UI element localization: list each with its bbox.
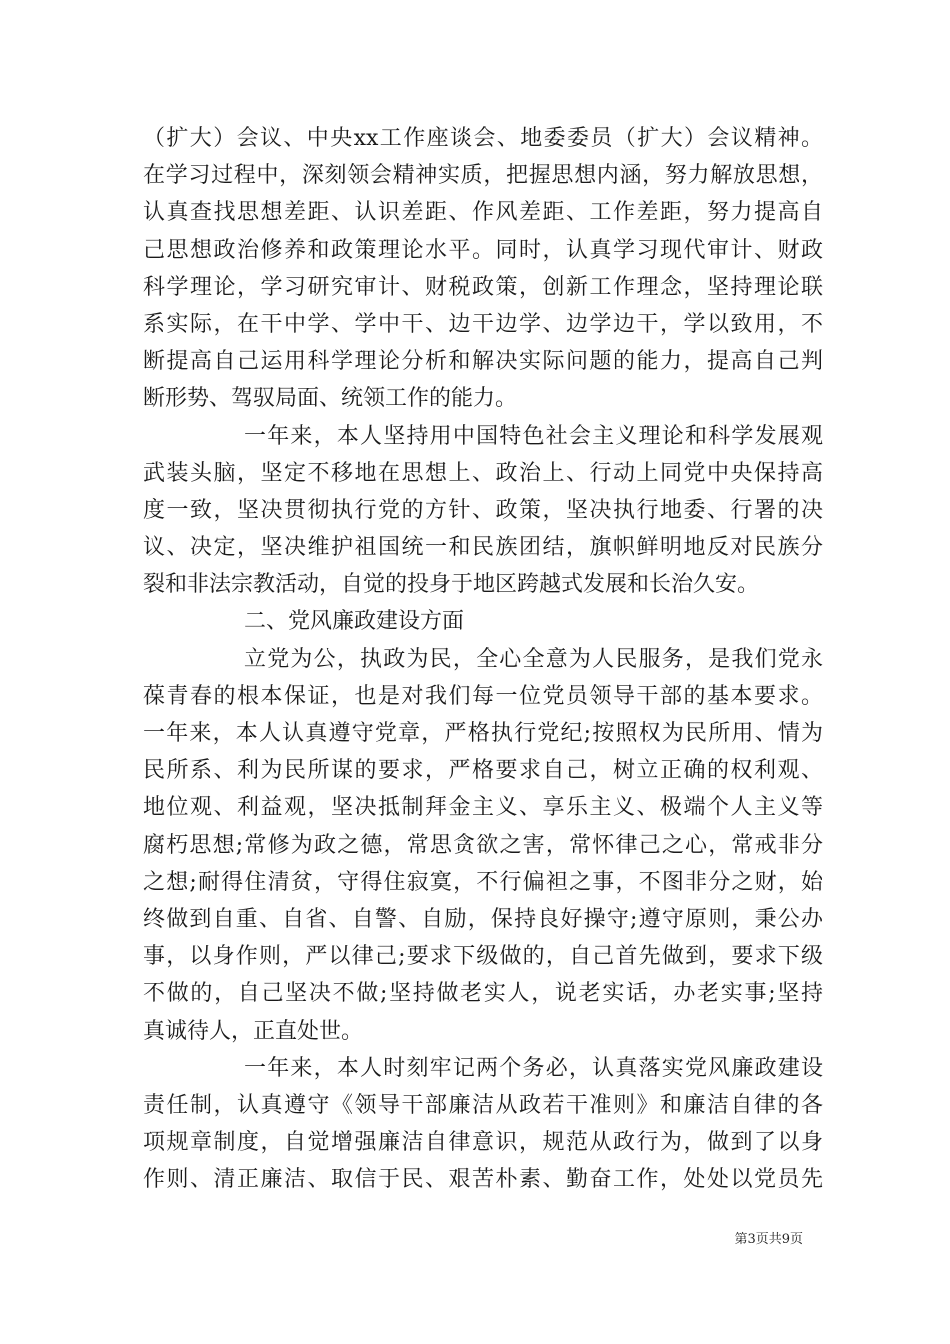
text-line: 终做到自重、自省、自警、自励，保持良好操守;遵守原则，秉公办 — [143, 906, 823, 932]
text-line: 民所系、利为民所谋的要求，严格要求自己，树立正确的权利观、 — [143, 758, 823, 784]
section-heading: 二、党风廉政建设方面 — [244, 609, 465, 635]
text-line: 科学理论，学习研究审计、财税政策，创新工作理念，坚持理论联 — [143, 274, 823, 300]
text-line: 一年来，本人坚持用中国特色社会主义理论和科学发展观 — [244, 423, 823, 449]
text-line: 地位观、利益观，坚决抵制拜金主义、享乐主义、极端个人主义等 — [143, 795, 823, 821]
text-line: 腐朽思想;常修为政之德，常思贪欲之害，常怀律己之心，常戒非分 — [143, 832, 823, 858]
text-line: 系实际，在干中学、学中干、边干边学、边学边干，学以致用，不 — [143, 311, 823, 337]
text-line: 断形势、驾驭局面、统领工作的能力。 — [143, 386, 518, 412]
text-line: 一年来，本人认真遵守党章，严格执行党纪;按照权为民所用、情为 — [143, 721, 823, 746]
text-line: （扩大）会议、中央xx工作座谈会、地委委员（扩大）会议精神。 — [143, 126, 823, 151]
text-line: 己思想政治修养和政策理论水平。同时，认真学习现代审计、财政 — [143, 237, 823, 263]
text-line: 真诚待人，正直处世。 — [143, 1018, 364, 1044]
text-line: 武装头脑，坚定不移地在思想上、政治上、行动上同党中央保持高 — [143, 460, 823, 486]
text-line: 责任制，认真遵守《领导干部廉洁从政若干准则》和廉洁自律的各 — [143, 1092, 823, 1118]
text-line: 裂和非法宗教活动，自觉的投身于地区跨越式发展和长治久安。 — [143, 572, 760, 598]
text-line: 在学习过程中，深刻领会精神实质，把握思想内涵，努力解放思想， — [143, 163, 823, 189]
text-line: 之想;耐得住清贫，守得住寂寞，不行偏袒之事，不图非分之财，始 — [143, 869, 823, 895]
text-line: 度一致，坚决贯彻执行党的方针、政策，坚决执行地委、行署的决 — [143, 497, 823, 523]
text-line: 断提高自己运用科学理论分析和解决实际问题的能力，提高自己判 — [143, 349, 823, 375]
text-line: 项规章制度，自觉增强廉洁自律意识，规范从政行为，做到了以身 — [143, 1130, 823, 1156]
text-line: 事，以身作则，严以律己;要求下级做的，自己首先做到，要求下级 — [143, 944, 823, 970]
text-line: 立党为公，执政为民，全心全意为人民服务，是我们党永 — [244, 646, 823, 672]
document-body — [143, 120, 823, 1198]
text-line: 作则、清正廉洁、取信于民、艰苦朴素、勤奋工作，处处以党员先 — [143, 1167, 823, 1193]
text-line: 认真查找思想差距、认识差距、作风差距、工作差距，努力提高自 — [143, 200, 823, 226]
page-number-footer: 第3页共9页 — [734, 1232, 803, 1247]
text-line: 不做的，自己坚决不做;坚持做老实人，说老实话，办老实事;坚持 — [143, 981, 823, 1007]
text-line: 葆青春的根本保证，也是对我们每一位党员领导干部的基本要求。 — [143, 683, 823, 709]
text-line: 议、决定，坚决维护祖国统一和民族团结，旗帜鲜明地反对民族分 — [143, 535, 823, 561]
text-line: 一年来，本人时刻牢记两个务必，认真落实党风廉政建设 — [244, 1055, 823, 1081]
